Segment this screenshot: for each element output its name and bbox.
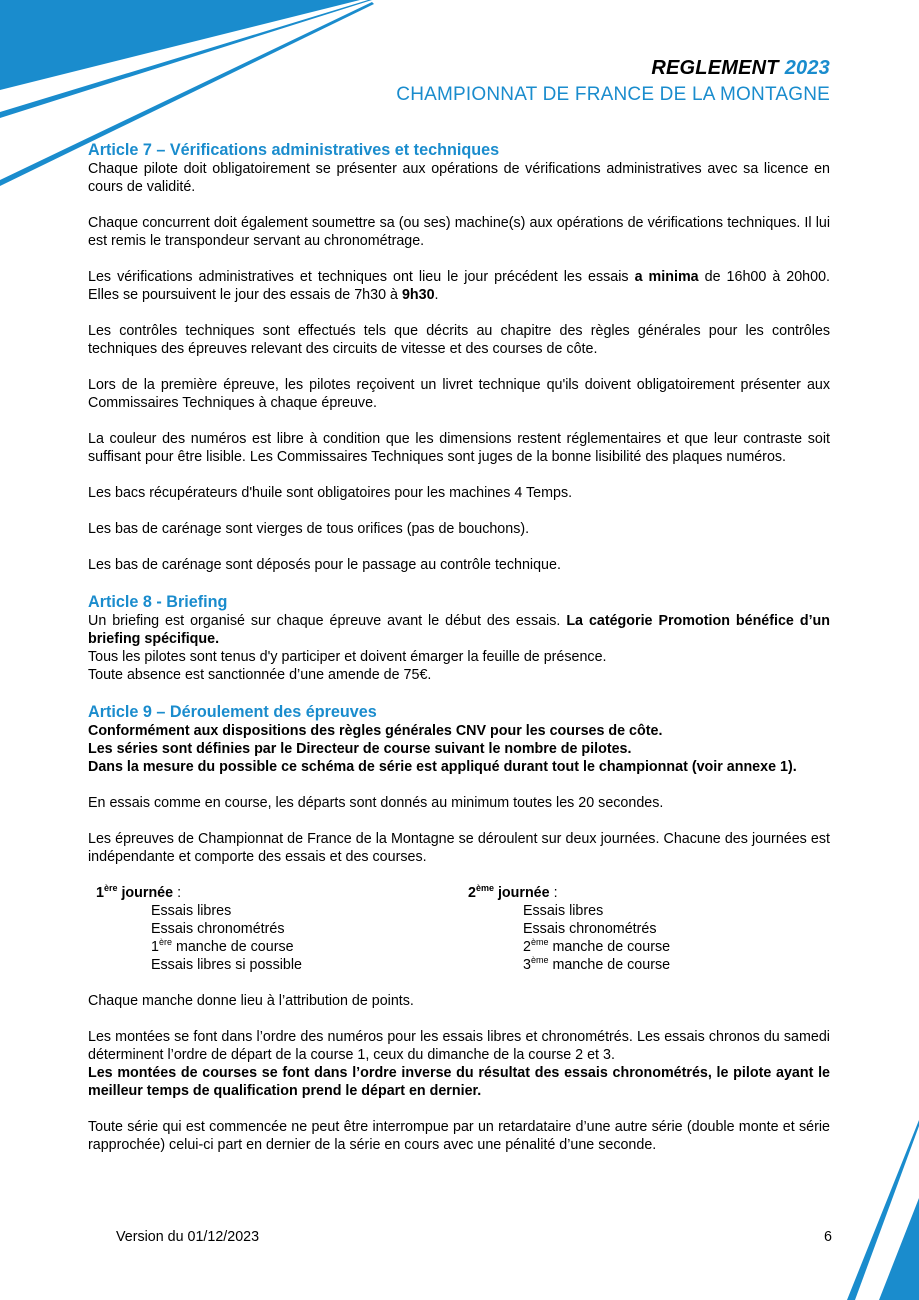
- schedule-item: Essais libres: [151, 903, 232, 919]
- article-7-paragraph: Les contrôles techniques sont effectués tels que décrits au chapitre des règles générales pour les contrôles techniques des épreuves relevant des circuits de vitesse et des courses de côte.: [88, 323, 830, 357]
- article-9-bold-line: Conformément aux dispositions des règles générales CNV pour les courses de côte.: [88, 723, 663, 739]
- article-9-bold-line: Les séries sont définies par le Directeur de course suivant le nombre de pilotes.: [88, 741, 632, 757]
- ordinal-suffix: ème: [530, 937, 549, 948]
- text-run: .: [434, 287, 439, 303]
- day-label: journée: [117, 885, 174, 901]
- day-label: journée: [493, 885, 550, 901]
- schedule-item: Essais chronométrés: [151, 921, 285, 937]
- article-8-title: Article 8 - Briefing: [88, 593, 228, 611]
- document-body: [88, 140, 830, 1172]
- ordinal-suffix: ème: [475, 883, 494, 894]
- version-text: Version du 01/12/2023: [116, 1229, 260, 1245]
- colon: :: [549, 885, 558, 901]
- article-7-paragraph: Chaque pilote doit obligatoirement se présenter aux opérations de vérifications administratives avec sa licence en cours de validité.: [88, 161, 830, 195]
- manche-number: 2: [523, 939, 531, 955]
- schedule-item: Essais chronométrés: [523, 921, 657, 937]
- page-footer: [116, 1229, 832, 1245]
- manche-number: 3: [523, 957, 531, 973]
- day-1-schedule: [96, 884, 302, 974]
- article-7-paragraph: [88, 268, 830, 304]
- header-title: [396, 57, 830, 80]
- header-subtitle: CHAMPIONNAT DE FRANCE DE LA MONTAGNE: [396, 84, 830, 105]
- article-9-paragraph: Les montées se font dans l’ordre des numéros pour les essais libres et chronométrés. Les essais chronos du samedi déterminent l’ordre de départ de la course 1, ceux du dimanche de la course 2 et 3.: [88, 1029, 830, 1063]
- article-9-paragraph: Toute série qui est commencée ne peut être interrompue par un retardataire d’une autre série (double monte et série rapprochée) celui-ci part en dernier de la série en cours avec une pénalité d’une seconde.: [88, 1119, 830, 1153]
- footer-swoosh-decoration: [839, 1120, 919, 1300]
- day-number: 1: [96, 885, 104, 901]
- article-8-paragraph: Tous les pilotes sont tenus d'y participer et doivent émarger la feuille de présence.: [88, 649, 607, 665]
- schedule-days: [88, 884, 830, 974]
- article-9-bold-line: Dans la mesure du possible ce schéma de série est appliqué durant tout le championnat (voir annexe 1).: [88, 759, 797, 775]
- article-7-paragraph: La couleur des numéros est libre à condition que les dimensions restent réglementaires et que leur contraste soit suffisant pour être lisible. Les Commissaires Techniques sont juges de la bonne lisibilité des plaques numéros.: [88, 431, 830, 465]
- schedule-item: [96, 938, 302, 956]
- day-number: 2: [468, 885, 476, 901]
- article-7-paragraph: Les bas de carénage sont vierges de tous orifices (pas de bouchons).: [88, 521, 530, 537]
- article-9-bold-paragraph: Les montées de courses se font dans l’ordre inverse du résultat des essais chronométrés, le pilote ayant le meilleur temps de qualification prend le départ en dernier.: [88, 1065, 830, 1099]
- manche-label: manche de course: [548, 939, 671, 955]
- manche-label: manche de course: [171, 939, 294, 955]
- colon: :: [173, 885, 182, 901]
- ordinal-suffix: ème: [530, 955, 549, 966]
- text-run: Un briefing est organisé sur chaque épreuve avant le début des essais.: [88, 613, 567, 629]
- schedule-item: [468, 956, 670, 974]
- manche-number: 1: [151, 939, 159, 955]
- header-title-text: REGLEMENT: [651, 57, 779, 79]
- ordinal-suffix: ère: [103, 883, 118, 894]
- schedule-item: Essais libres si possible: [151, 957, 302, 973]
- text-run: de 16h00 à 20h00. Elles se poursuivent le jour des essais de 7h30 à: [88, 269, 831, 303]
- day-1-heading: [96, 884, 302, 902]
- day-2-schedule: [468, 884, 670, 974]
- day-2-heading: [468, 884, 670, 902]
- article-9-paragraph: Chaque manche donne lieu à l’attribution de points.: [88, 993, 414, 1009]
- article-7-paragraph: Les bacs récupérateurs d'huile sont obligatoires pour les machines 4 Temps.: [88, 485, 573, 501]
- schedule-item: [468, 938, 670, 956]
- text-run: Les vérifications administratives et techniques ont lieu le jour précédent les essais: [88, 269, 635, 285]
- schedule-item: Essais libres: [523, 903, 604, 919]
- header-year: 2023: [784, 57, 830, 79]
- manche-label: manche de course: [548, 957, 671, 973]
- ordinal-suffix: ère: [158, 937, 172, 948]
- article-8-paragraph: Toute absence est sanctionnée d’une amende de 75€.: [88, 667, 432, 683]
- article-7-paragraph: Lors de la première épreuve, les pilotes reçoivent un livret technique qu'ils doivent obligatoirement présenter aux Commissaires Techniques à chaque épreuve.: [88, 377, 830, 411]
- bold-text: a minima: [634, 269, 699, 285]
- document-header: [396, 57, 830, 106]
- article-9-paragraph: En essais comme en course, les départs sont donnés au minimum toutes les 20 secondes.: [88, 795, 664, 811]
- page-number: 6: [824, 1229, 832, 1245]
- article-8-paragraph: [88, 612, 830, 648]
- article-9-title: Article 9 – Déroulement des épreuves: [88, 703, 377, 721]
- article-7-paragraph: Les bas de carénage sont déposés pour le passage au contrôle technique.: [88, 557, 561, 573]
- article-7-paragraph: Chaque concurrent doit également soumettre sa (ou ses) machine(s) aux opérations de vérifications techniques. Il lui est remis le transpondeur servant au chronométrage.: [88, 215, 830, 249]
- article-7-title: Article 7 – Vérifications administratives et techniques: [88, 141, 500, 159]
- article-9-paragraph: Les épreuves de Championnat de France de la Montagne se déroulent sur deux journées. Chacune des journées est indépendante et comporte des essais et des courses.: [88, 831, 830, 865]
- bold-text: 9h30: [401, 287, 435, 303]
- bold-text: La catégorie Promotion bénéfice d’un briefing spécifique.: [88, 613, 831, 647]
